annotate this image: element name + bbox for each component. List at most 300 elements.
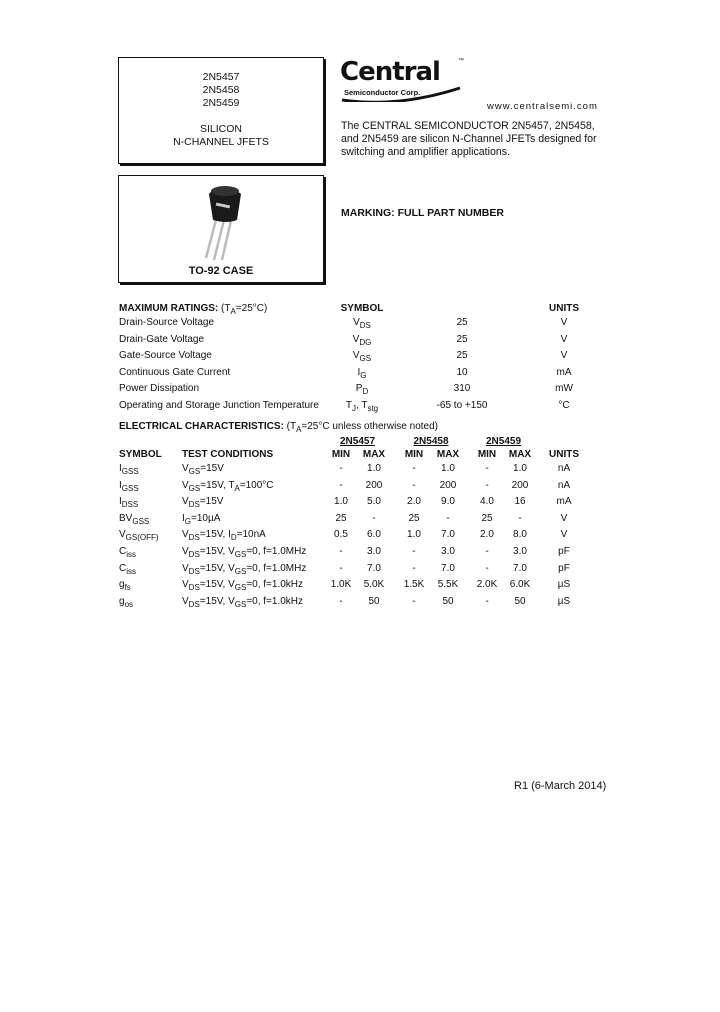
symbol — [356, 383, 368, 395]
characteristic-row — [0, 563, 720, 575]
text-segment: =15V, T — [200, 479, 235, 491]
unit: mA — [556, 496, 572, 508]
subscript: os — [124, 599, 134, 609]
rating-row — [0, 334, 720, 346]
revision: R1 (6-March 2014) — [514, 780, 607, 792]
symbol — [119, 546, 136, 558]
text-segment: =15V, V — [199, 546, 235, 557]
unit: V — [560, 350, 568, 362]
part-number: 2N5458 — [202, 84, 240, 96]
value: 2.0 — [407, 496, 421, 508]
description: The CENTRAL SEMICONDUCTOR 2N5457, 2N5458, and 2N5459 are silicon N-Channel JFETs designed for switching and amplifier applications. — [341, 120, 597, 158]
subscript: DS — [188, 583, 200, 593]
value: - — [339, 546, 343, 557]
value: 25 — [456, 350, 468, 362]
text-segment: V — [182, 496, 189, 508]
value — [407, 496, 421, 508]
text-segment: V — [352, 333, 360, 345]
value: 50 — [514, 595, 526, 607]
subscript: fs — [124, 583, 131, 593]
conditions-header — [182, 449, 273, 461]
symbol — [119, 529, 159, 541]
characteristic-row — [0, 596, 720, 608]
package-box — [118, 175, 324, 283]
part-header: 2N5458 — [413, 436, 449, 447]
unit: V — [560, 317, 568, 328]
value — [339, 463, 342, 475]
rating-row — [0, 383, 720, 395]
value — [367, 563, 381, 575]
value — [412, 596, 415, 608]
text-segment: =25°C unless otherwise noted) — [301, 421, 438, 432]
value — [334, 529, 348, 541]
value: - — [446, 512, 450, 524]
symbol — [119, 596, 133, 608]
unit — [558, 579, 570, 591]
value: 2.0 — [480, 529, 494, 541]
value — [367, 546, 381, 558]
part-number-box — [118, 57, 324, 164]
value — [440, 480, 457, 492]
value — [510, 579, 531, 591]
part-header: 2N5457 — [339, 436, 376, 447]
unit — [558, 480, 570, 492]
test-condition — [182, 579, 303, 591]
central-logo — [338, 58, 468, 102]
symbol — [353, 350, 371, 362]
test-condition — [182, 596, 303, 608]
value: - — [485, 463, 489, 474]
value: - — [485, 546, 489, 557]
text-segment: =15V, V — [199, 595, 235, 607]
value: 0.5 — [334, 529, 348, 541]
value: 200 — [439, 479, 457, 491]
unit: nA — [557, 463, 571, 474]
value: -65 to +150 — [436, 400, 488, 411]
value — [456, 350, 467, 362]
unit: pF — [558, 546, 570, 557]
value — [514, 596, 525, 608]
text-segment: (T — [286, 421, 297, 432]
unit: V — [560, 529, 568, 541]
text-segment: =10nA — [236, 529, 266, 541]
text-segment: =15V — [199, 496, 224, 508]
unit: V — [560, 333, 568, 345]
value: - — [339, 479, 343, 491]
max-header — [509, 449, 531, 461]
value — [339, 596, 342, 608]
subscript: DS — [188, 566, 200, 576]
parameter — [119, 350, 212, 362]
value: 25 — [456, 317, 468, 328]
test-condition — [182, 463, 224, 475]
value — [485, 480, 488, 492]
max-ratings-title — [119, 303, 267, 315]
value — [412, 463, 415, 475]
unit — [561, 334, 568, 346]
subscript: DS — [188, 599, 200, 609]
subscript: DG — [359, 337, 372, 347]
value: 3.0 — [367, 546, 381, 557]
symbol — [119, 496, 138, 508]
text-segment: V — [182, 546, 189, 557]
value — [412, 480, 415, 492]
value: 50 — [368, 595, 380, 607]
subscript: GS(OFF) — [125, 533, 159, 543]
value: 5.5K — [437, 579, 459, 591]
text-segment: =15V, I — [199, 529, 231, 541]
value: 6.0K — [509, 579, 531, 591]
value — [513, 463, 527, 475]
value — [441, 463, 455, 475]
subscript: G — [360, 370, 367, 380]
value — [456, 367, 467, 379]
unit: µS — [557, 579, 571, 591]
unit — [561, 529, 568, 541]
unit: °C — [558, 400, 570, 411]
characteristic-row — [0, 496, 720, 508]
value — [518, 513, 521, 525]
subscript: J — [351, 404, 356, 413]
value — [477, 579, 498, 591]
value — [367, 529, 381, 541]
electrical-title — [119, 421, 438, 433]
value — [407, 529, 421, 541]
text-segment: V — [119, 529, 126, 541]
value — [514, 496, 525, 508]
characteristic-row — [0, 529, 720, 541]
section-title: MAXIMUM RATINGS: — [119, 303, 219, 314]
subscript: GS — [188, 467, 201, 476]
value — [441, 546, 455, 558]
text-segment: =100°C — [239, 479, 274, 491]
units-header — [549, 303, 579, 315]
value — [339, 563, 342, 575]
subscript: GSS — [121, 467, 139, 476]
test-condition — [182, 513, 220, 525]
value: 1.0K — [330, 579, 352, 591]
test-condition — [182, 496, 223, 508]
value — [441, 496, 455, 508]
text-segment: I — [119, 463, 122, 474]
value — [512, 480, 529, 492]
header: MAX — [362, 449, 386, 460]
text-segment: C — [119, 562, 127, 574]
symbol — [119, 463, 139, 475]
value: 5.0K — [363, 579, 385, 591]
value: 7.0 — [513, 562, 527, 574]
value: 25 — [456, 333, 468, 345]
value — [513, 529, 527, 541]
subscript: GS — [234, 550, 247, 559]
subscript: stg — [367, 404, 379, 413]
value: 1.0 — [367, 463, 381, 474]
part-column-header — [413, 436, 448, 448]
value — [334, 496, 348, 508]
symbol — [357, 367, 366, 379]
unit: µS — [557, 595, 571, 607]
value — [480, 529, 494, 541]
value — [366, 480, 383, 492]
subscript: A — [296, 425, 302, 434]
value: - — [518, 512, 522, 524]
text-segment: V — [353, 317, 360, 328]
header: SYMBOL — [119, 449, 162, 460]
text-segment: =15V, V — [199, 562, 235, 574]
value: 50 — [442, 595, 454, 607]
subscript: GS — [188, 483, 201, 493]
test-condition — [182, 546, 306, 558]
text-segment: (T — [221, 303, 231, 314]
symbol — [119, 579, 131, 591]
param: Power Dissipation — [119, 383, 200, 395]
value: 10 — [456, 366, 468, 378]
website-link[interactable]: www.centralsemi.com — [487, 101, 598, 112]
to92-package-image — [119, 176, 325, 264]
value: - — [485, 562, 489, 574]
value: - — [339, 463, 343, 474]
value — [481, 513, 492, 525]
subscript: iss — [126, 550, 137, 559]
symbol — [119, 513, 149, 525]
param: Gate-Source Voltage — [119, 350, 212, 362]
symbol — [119, 480, 139, 492]
value: - — [412, 595, 416, 607]
value: 7.0 — [441, 562, 455, 574]
value — [412, 546, 415, 558]
parameter — [119, 400, 319, 412]
part-column-header — [486, 436, 521, 448]
characteristic-row — [0, 513, 720, 525]
text-segment: C — [119, 546, 127, 557]
header: MIN — [404, 449, 424, 460]
unit — [558, 563, 570, 575]
text-segment: V — [182, 562, 189, 574]
param: Operating and Storage Junction Temperature — [119, 400, 319, 411]
min-header — [478, 449, 496, 461]
characteristic-row — [0, 480, 720, 492]
value — [485, 463, 488, 475]
part-header: 2N5459 — [485, 436, 522, 447]
symbol — [353, 317, 371, 329]
text-segment: I — [357, 366, 361, 378]
text-segment: I — [119, 479, 122, 491]
text-segment: =0, f=1.0MHz — [246, 546, 307, 557]
parameter — [119, 334, 204, 346]
test-condition — [182, 563, 306, 575]
section-title: ELECTRICAL CHARACTERISTICS: — [119, 421, 284, 432]
value: 310 — [453, 383, 471, 395]
value: 8.0 — [513, 529, 527, 541]
unit — [561, 317, 568, 329]
logo-text: Central — [340, 57, 440, 87]
value: - — [339, 595, 343, 607]
subscript: GS — [234, 583, 247, 593]
value — [364, 579, 385, 591]
subscript: A — [230, 307, 236, 316]
value — [454, 383, 471, 395]
value — [485, 596, 488, 608]
value: 16 — [514, 496, 526, 508]
value — [367, 496, 381, 508]
symbol — [119, 563, 136, 575]
case-label: TO-92 CASE — [188, 265, 254, 277]
logo-trademark: ™ — [458, 58, 464, 64]
value — [368, 596, 379, 608]
text-segment: BV — [119, 512, 133, 524]
subscript: A — [234, 483, 240, 493]
subscript: DS — [359, 321, 371, 330]
text-segment: I — [182, 512, 185, 524]
units-header — [549, 449, 579, 461]
text-segment: V — [182, 595, 189, 607]
value: 1.5K — [403, 579, 425, 591]
value — [446, 513, 449, 525]
subscript: D — [230, 533, 237, 543]
value: 25 — [335, 512, 347, 524]
param: Continuous Gate Current — [119, 366, 231, 378]
unit — [558, 546, 570, 558]
value: 5.0 — [367, 496, 381, 508]
value — [485, 563, 488, 575]
value: 200 — [511, 479, 529, 491]
parameter — [119, 367, 230, 379]
subscript: DS — [188, 550, 200, 559]
unit: mA — [556, 366, 572, 378]
value: 3.0 — [441, 546, 455, 557]
value: 2.0K — [476, 579, 498, 591]
subscript: iss — [126, 566, 137, 576]
value — [441, 563, 455, 575]
text-segment: T — [345, 400, 352, 411]
unit: mW — [555, 383, 573, 395]
symbol-header — [341, 303, 384, 315]
value — [456, 317, 467, 329]
text-segment: V — [182, 579, 189, 591]
text-segment: =15V, V — [199, 579, 235, 591]
header: MIN — [331, 449, 351, 460]
unit: nA — [557, 479, 571, 491]
test-condition — [182, 480, 274, 492]
header: MAX — [436, 449, 460, 460]
value — [404, 579, 425, 591]
value: - — [485, 595, 489, 607]
unit: V — [560, 512, 568, 524]
subscript: G — [184, 516, 192, 526]
part-number: 2N5457 — [202, 71, 240, 83]
value: 9.0 — [441, 496, 455, 508]
text-segment: , T — [355, 400, 368, 411]
text-segment: V — [182, 529, 189, 541]
text-segment: =10µA — [191, 512, 221, 524]
value — [438, 579, 459, 591]
value — [372, 513, 375, 525]
subscript: D — [362, 387, 369, 397]
value: - — [339, 562, 343, 574]
value: 25 — [408, 512, 420, 524]
value: - — [412, 546, 416, 557]
part-number: 2N5459 — [202, 97, 240, 109]
value — [408, 513, 419, 525]
symbol — [346, 400, 378, 412]
header: UNITS — [549, 303, 579, 314]
unit — [558, 463, 570, 475]
value: 1.0 — [334, 496, 348, 508]
value: 6.0 — [367, 529, 381, 541]
device-type: N-CHANNEL JFETS — [173, 136, 269, 148]
rating-row — [0, 317, 720, 329]
min-header — [332, 449, 350, 461]
header: MAX — [508, 449, 532, 460]
value — [412, 563, 415, 575]
unit — [561, 350, 568, 362]
value — [339, 546, 342, 558]
max-header — [363, 449, 385, 461]
subscript: DSS — [121, 500, 139, 510]
characteristic-row — [0, 579, 720, 591]
symbol — [353, 334, 372, 346]
text-segment: g — [119, 579, 125, 591]
value: 7.0 — [367, 562, 381, 574]
test-condition — [182, 529, 266, 541]
header: SYMBOL — [340, 303, 384, 314]
value — [441, 529, 455, 541]
unit — [555, 383, 573, 395]
text-segment: g — [119, 595, 125, 607]
header: TEST CONDITIONS — [182, 449, 274, 460]
marking: MARKING: FULL PART NUMBER — [341, 207, 504, 219]
text-segment: =0, f=1.0kHz — [246, 595, 304, 607]
characteristic-row — [0, 463, 720, 475]
unit — [557, 496, 572, 508]
text-segment: =15V — [200, 463, 224, 474]
min-header — [405, 449, 423, 461]
value — [480, 496, 494, 508]
text-segment: =0, f=1.0kHz — [246, 579, 304, 591]
value: - — [412, 479, 416, 491]
characteristic-row — [0, 546, 720, 558]
value — [437, 400, 488, 412]
text-segment: V — [352, 350, 360, 362]
value: 3.0 — [513, 546, 527, 557]
subscript: DS — [188, 533, 200, 543]
rating-row — [0, 350, 720, 362]
subscript: DS — [188, 500, 200, 510]
value — [485, 546, 488, 558]
value — [513, 546, 527, 558]
rating-row — [0, 367, 720, 379]
unit — [558, 596, 570, 608]
value — [335, 513, 346, 525]
value — [331, 579, 352, 591]
text-segment: =0, f=1.0MHz — [246, 562, 307, 574]
value: - — [412, 562, 416, 574]
text-segment: P — [355, 383, 363, 395]
value: 7.0 — [441, 529, 455, 541]
header: MIN — [477, 449, 497, 460]
value: 1.0 — [407, 529, 421, 541]
value: 1.0 — [441, 463, 455, 474]
unit — [561, 513, 568, 525]
part-column-header — [340, 436, 375, 448]
unit — [558, 400, 569, 412]
unit — [557, 367, 572, 379]
subscript: GS — [359, 354, 372, 364]
device-type: SILICON — [199, 123, 242, 135]
value: 200 — [365, 479, 383, 491]
header: UNITS — [549, 449, 579, 460]
value — [339, 480, 342, 492]
